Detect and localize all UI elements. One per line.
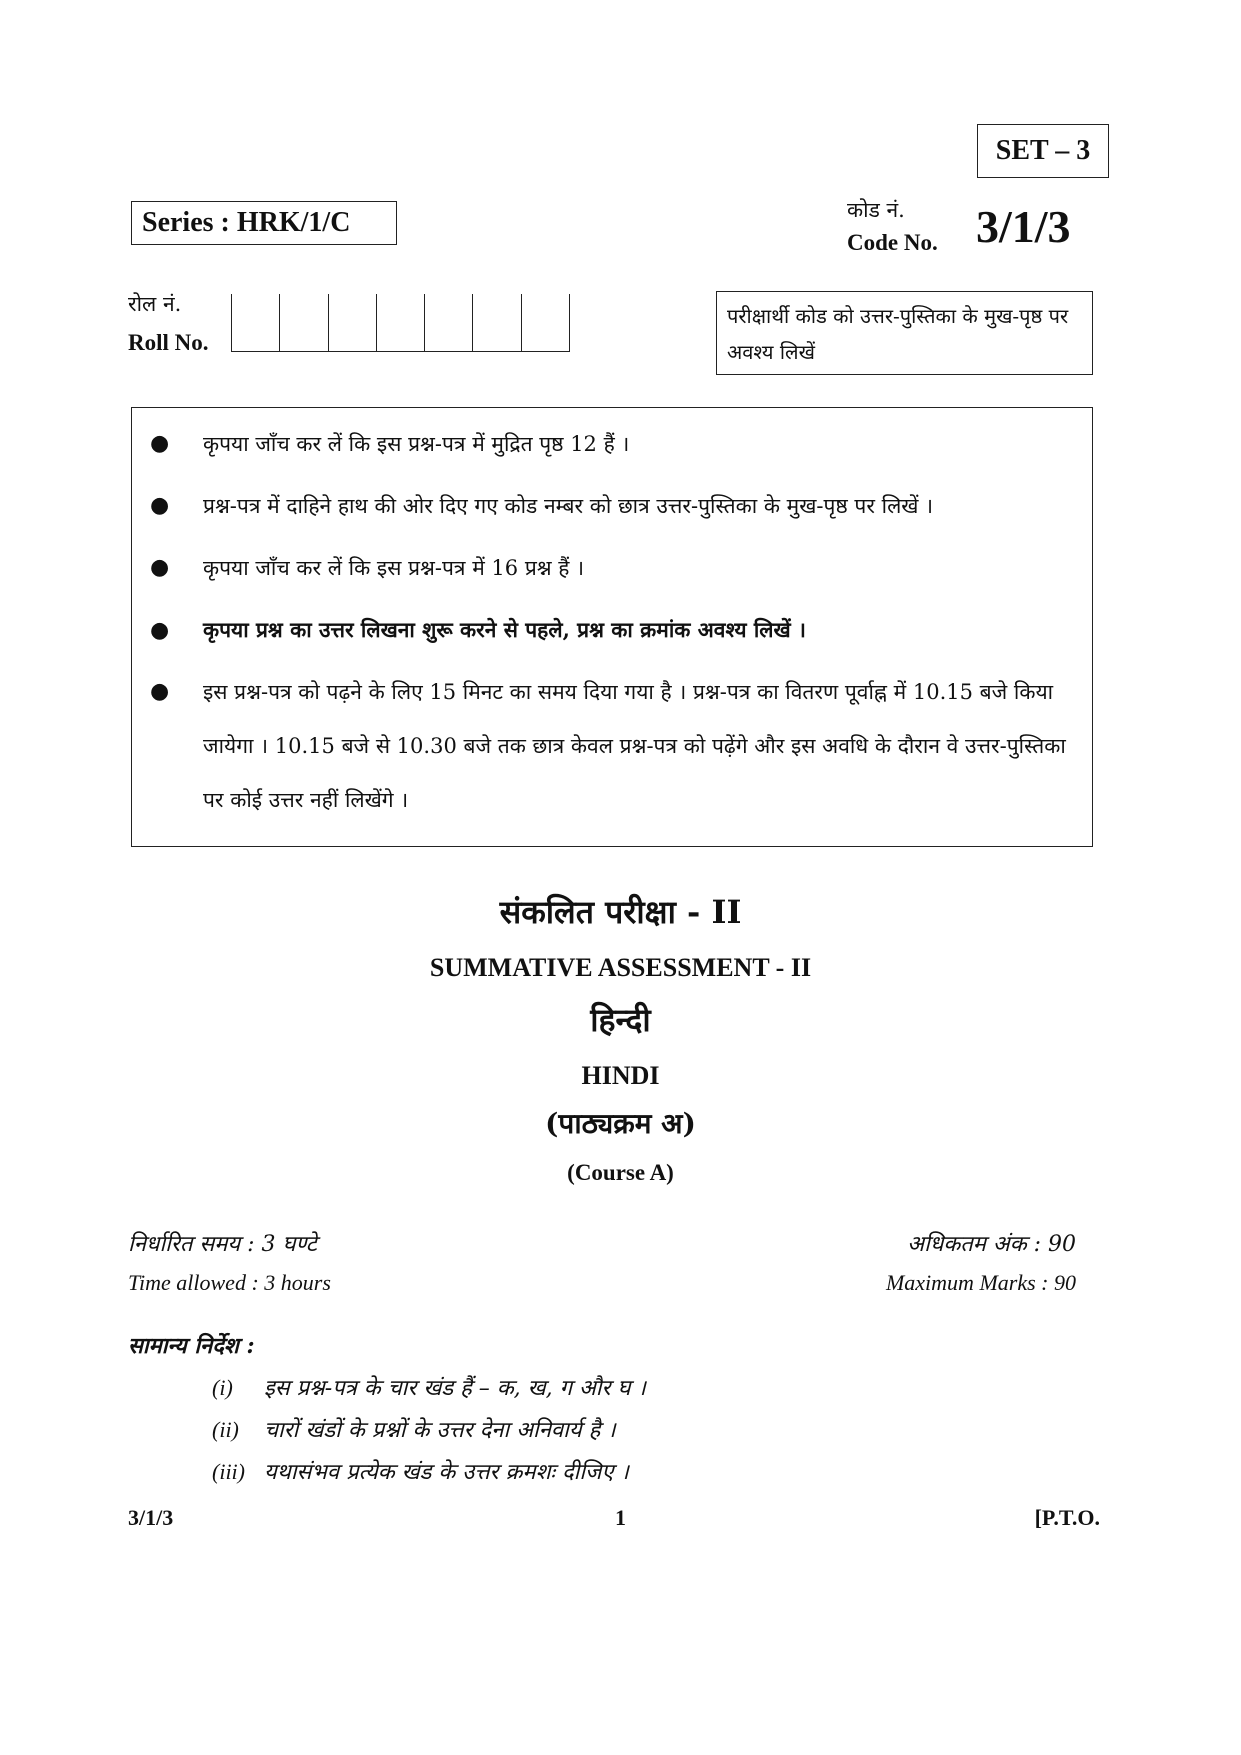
set-number-box (977, 124, 1109, 178)
code-label-english: Code No. (847, 230, 938, 255)
set-number: SET – 3 (995, 135, 1091, 166)
series-box (131, 201, 397, 245)
course-hindi: (पाठ्यक्रम अ) (545, 1107, 696, 1140)
roll-number-boxes[interactable] (231, 294, 570, 352)
bullet-icon: ● (150, 679, 170, 704)
instruction-item: ● इस प्रश्न-पत्र को पढ़ने के लिए 15 मिनट का समय दिया गया है । प्रश्न-पत्र का वितरण पूर्वाह्न में 10.15 बजे किया जायेगा । 10.15 बजे से 10.30 बजे तक छात्र केवल प्रश्न-पत्र को पढ़ेंगे और इस अवधि के दौरान वे उत्तर-पुस्तिका पर कोई उत्तर नहीं लिखेंगे । (150, 665, 1070, 827)
general-instructions-heading: सामान्य निर्देश : (128, 1333, 255, 1359)
time-allowed-hindi: निर्धारित समय : 3 घण्टे (128, 1232, 317, 1257)
roll-digit-box[interactable] (424, 294, 472, 351)
roll-digit-box[interactable] (328, 294, 376, 351)
roll-digit-box[interactable] (472, 294, 520, 351)
subject-english: HINDI (581, 1061, 660, 1090)
roll-digit-box[interactable] (232, 294, 279, 351)
time-allowed-english: Time allowed : 3 hours (128, 1270, 331, 1295)
general-instruction-item: (i) इस प्रश्न-पत्र के चार खंड हैं – क, ख, ग और घ । (212, 1375, 646, 1401)
roll-digit-box[interactable] (376, 294, 424, 351)
exam-title-hindi: संकलित परीक्षा - II (499, 893, 742, 931)
instruction-item: ● कृपया जाँच कर लें कि इस प्रश्न-पत्र में मुद्रित पृष्ठ 12 हैं । (150, 417, 1070, 471)
instructions-box (131, 407, 1093, 847)
examinee-note-box (716, 291, 1093, 375)
pto-label: [P.T.O. (1034, 1505, 1100, 1530)
max-marks-hindi: अधिकतम अंक : 90 (907, 1232, 1076, 1257)
roll-digit-box[interactable] (521, 294, 569, 351)
bullet-icon: ● (150, 555, 170, 580)
course-english: (Course A) (567, 1160, 674, 1185)
instruction-item: ● प्रश्न-पत्र में दाहिने हाथ की ओर दिए गए कोड नम्बर को छात्र उत्तर-पुस्तिका के मुख-पृष्ठ पर लिखें । (150, 479, 1070, 533)
general-instruction-item: (iii) यथासंभव प्रत्येक खंड के उत्तर क्रमशः दीजिए । (212, 1459, 629, 1485)
instruction-item: ● कृपया प्रश्न का उत्तर लिखना शुरू करने से पहले, प्रश्न का क्रमांक अवश्य लिखें । (150, 603, 1070, 657)
general-instruction-item: (ii) चारों खंडों के प्रश्नों के उत्तर देना अनिवार्य है । (212, 1417, 616, 1443)
bullet-icon: ● (150, 617, 170, 643)
footer-code: 3/1/3 (128, 1505, 174, 1530)
series-label: Series : HRK/1/C (142, 207, 351, 238)
examinee-note: परीक्षार्थी कोड को उत्तर-पुस्तिका के मुख-पृष्ठ पर अवश्य लिखें (727, 304, 1069, 364)
roll-label-english: Roll No. (128, 330, 209, 355)
exam-title-english: SUMMATIVE ASSESSMENT - II (429, 953, 812, 982)
code-label-hindi: कोड नं. (847, 198, 905, 222)
bullet-icon: ● (150, 431, 170, 456)
instruction-item: ● कृपया जाँच कर लें कि इस प्रश्न-पत्र में 16 प्रश्न हैं । (150, 541, 1070, 595)
max-marks-english: Maximum Marks : 90 (885, 1270, 1076, 1295)
subject-hindi: हिन्दी (590, 1001, 651, 1039)
bullet-icon: ● (150, 493, 170, 518)
roll-digit-box[interactable] (279, 294, 327, 351)
roll-label-hindi: रोल नं. (128, 292, 182, 316)
code-number: 3/1/3 (976, 201, 1071, 252)
page-number: 1 (615, 1505, 626, 1530)
